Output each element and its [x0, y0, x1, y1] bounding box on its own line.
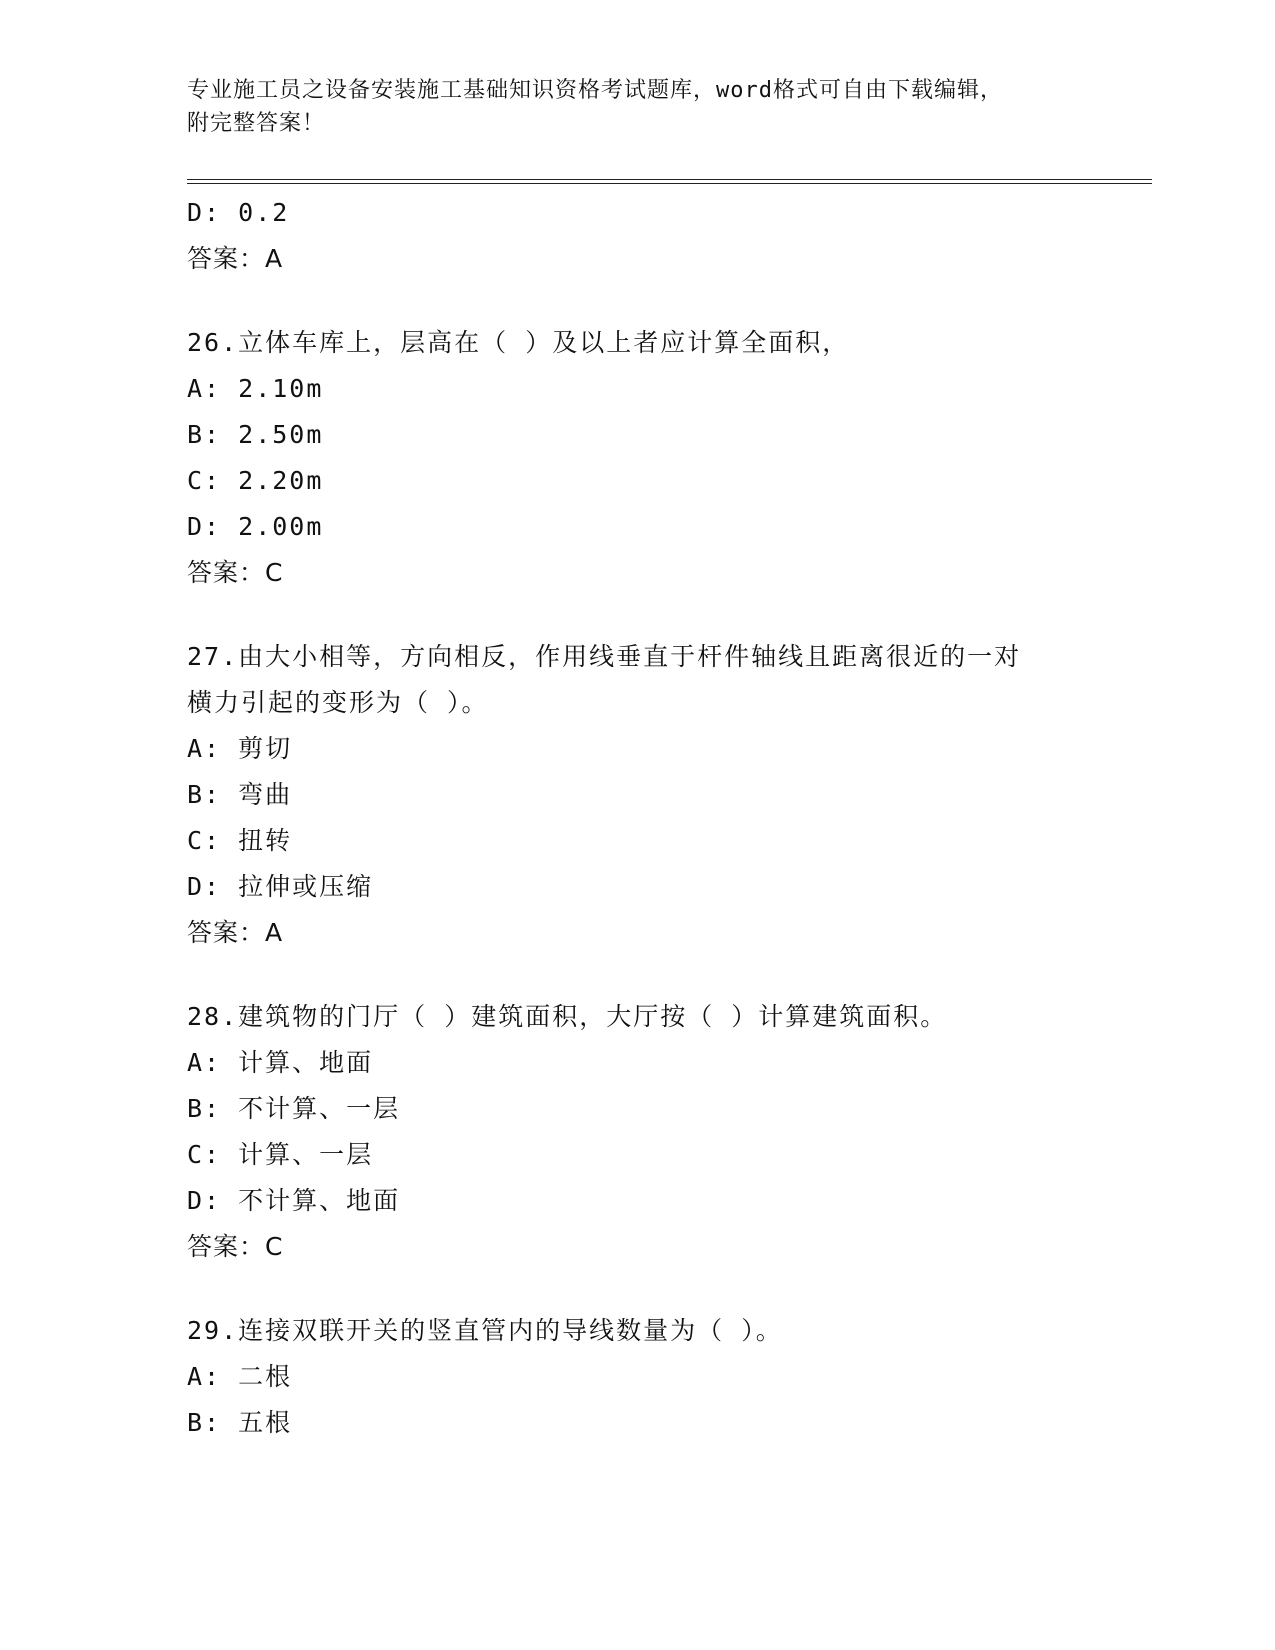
- question-29: [187, 1308, 1152, 1446]
- question-text-line-1: 27.由大小相等，方向相反，作用线垂直于杆件轴线且距离很近的一对: [187, 642, 1022, 671]
- question-text: 26.立体车库上，层高在（ ）及以上者应计算全面积，: [187, 328, 850, 357]
- question-text: 29.连接双联开关的竖直管内的导线数量为（ ）。: [187, 1316, 783, 1345]
- option-c: C: 2.20m: [187, 466, 324, 495]
- answer-line: 答案：C: [187, 1232, 284, 1261]
- option-b: B: 2.50m: [187, 420, 324, 449]
- question-26: [187, 320, 1152, 596]
- question-25-tail: [187, 190, 1152, 282]
- option-c: C: 计算、一层: [187, 1140, 374, 1169]
- question-27: [187, 634, 1152, 956]
- option-c: C: 扭转: [187, 826, 293, 855]
- option-a: A: 二根: [187, 1362, 293, 1391]
- option-a: A: 计算、地面: [187, 1048, 374, 1077]
- answer-line: 答案：A: [187, 918, 284, 947]
- question-text-line-2: 横力引起的变形为（ ）。: [187, 688, 489, 717]
- option-d: D: 不计算、地面: [187, 1186, 401, 1215]
- header-line-1: 专业施工员之设备安装施工基础知识资格考试题库，word格式可自由下载编辑，: [187, 78, 1003, 103]
- answer-line: 答案：C: [187, 558, 284, 587]
- option-d: D: 2.00m: [187, 512, 324, 541]
- option-b: B: 不计算、一层: [187, 1094, 401, 1123]
- option-b: B: 弯曲: [187, 780, 293, 809]
- answer-line: 答案：A: [187, 244, 284, 273]
- option-d: D: 0.2: [187, 198, 290, 227]
- option-d: D: 拉伸或压缩: [187, 872, 374, 901]
- question-list: [187, 190, 1152, 1446]
- question-text: 28.建筑物的门厅（ ）建筑面积，大厅按（ ）计算建筑面积。: [187, 1002, 948, 1031]
- option-a: A: 剪切: [187, 734, 293, 763]
- header-line-2: 附完整答案！: [187, 111, 326, 136]
- header-divider-bottom: [187, 183, 1152, 184]
- option-b: B: 五根: [187, 1408, 293, 1437]
- question-28: [187, 994, 1152, 1270]
- option-a: A: 2.10m: [187, 374, 324, 403]
- header-divider-top: [187, 179, 1152, 180]
- page-header: [187, 74, 1107, 140]
